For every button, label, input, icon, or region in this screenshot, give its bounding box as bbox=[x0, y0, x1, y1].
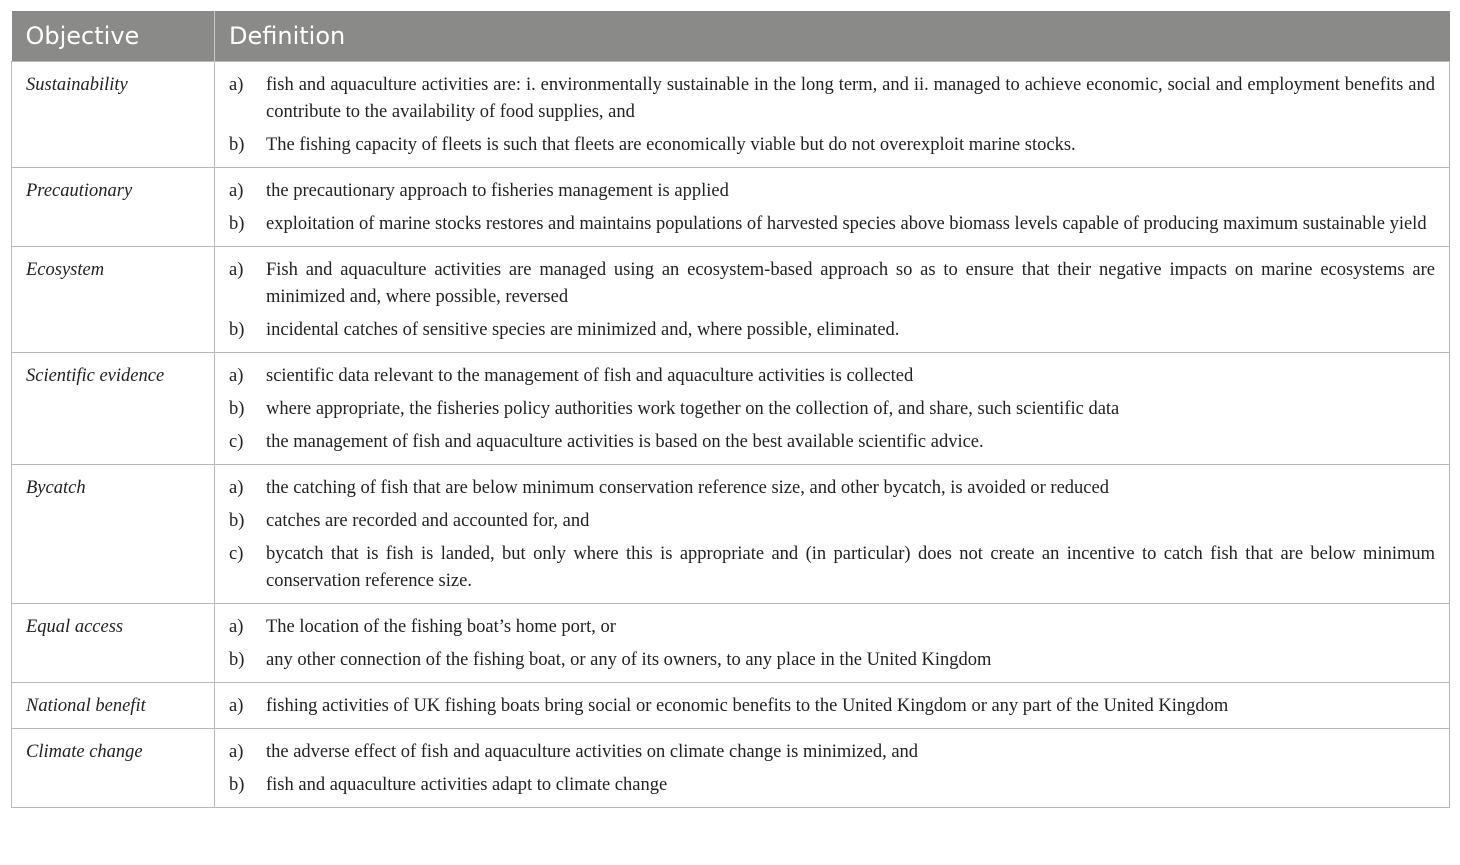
definition-cell bbox=[215, 604, 1450, 683]
item-label: a) bbox=[229, 260, 244, 280]
item-label: a) bbox=[229, 75, 244, 95]
item-label: b) bbox=[229, 320, 245, 340]
item-label: a) bbox=[229, 366, 244, 386]
item-text: any other connection of the fishing boat, or any of its owners, to any place in the United Kingdom bbox=[266, 650, 992, 670]
item-label: b) bbox=[229, 650, 245, 670]
table-row bbox=[12, 683, 1450, 729]
item-text: scientific data relevant to the management of fish and aquaculture activities is collected bbox=[266, 366, 914, 386]
item-text: the management of fish and aquaculture activities is based on the best available scientific advice. bbox=[266, 432, 984, 452]
header-row bbox=[12, 11, 1450, 62]
definition-item bbox=[229, 541, 1435, 595]
definition-item bbox=[229, 396, 1435, 423]
objective-cell: National benefit bbox=[12, 683, 215, 729]
item-label: b) bbox=[229, 511, 245, 531]
item-label: c) bbox=[229, 544, 244, 564]
definition-item bbox=[229, 132, 1435, 159]
definition-item bbox=[229, 72, 1435, 126]
objective-cell: Equal access bbox=[12, 604, 215, 683]
table-row bbox=[12, 168, 1450, 247]
header-objective: Objective bbox=[12, 11, 215, 62]
table-header bbox=[12, 11, 1450, 62]
definition-cell bbox=[215, 465, 1450, 604]
item-label: b) bbox=[229, 399, 245, 419]
objective-cell: Bycatch bbox=[12, 465, 215, 604]
table-row bbox=[12, 729, 1450, 808]
table-body bbox=[12, 62, 1450, 808]
objective-cell: Precautionary bbox=[12, 168, 215, 247]
item-text: fish and aquaculture activities adapt to climate change bbox=[266, 775, 668, 795]
definition-item bbox=[229, 508, 1435, 535]
definition-cell bbox=[215, 62, 1450, 168]
item-text: where appropriate, the fisheries policy authorities work together on the collection of, and share, such scientific data bbox=[266, 399, 1120, 419]
item-text: The fishing capacity of fleets is such that fleets are economically viable but do not overexploit marine stocks. bbox=[266, 135, 1076, 155]
definition-cell bbox=[215, 247, 1450, 353]
definition-item bbox=[229, 257, 1435, 311]
item-label: b) bbox=[229, 214, 245, 234]
item-text: exploitation of marine stocks restores and maintains populations of harvested species above biomass levels capable of producing maximum sustainable yield bbox=[266, 214, 1427, 234]
item-text: the catching of fish that are below minimum conservation reference size, and other bycatch, is avoided or reduced bbox=[266, 478, 1109, 498]
table-row bbox=[12, 353, 1450, 465]
definition-item bbox=[229, 429, 1435, 456]
item-label: a) bbox=[229, 478, 244, 498]
objective-cell: Scientific evidence bbox=[12, 353, 215, 465]
item-text: incidental catches of sensitive species are minimized and, where possible, eliminated. bbox=[266, 320, 900, 340]
objective-cell: Sustainability bbox=[12, 62, 215, 168]
definition-item bbox=[229, 739, 1435, 766]
definition-item bbox=[229, 475, 1435, 502]
table-row bbox=[12, 247, 1450, 353]
objective-cell: Climate change bbox=[12, 729, 215, 808]
definition-cell bbox=[215, 168, 1450, 247]
definition-item bbox=[229, 614, 1435, 641]
item-text: The location of the fishing boat’s home port, or bbox=[266, 617, 616, 637]
item-text: the adverse effect of fish and aquaculture activities on climate change is minimized, and bbox=[266, 742, 919, 762]
item-label: b) bbox=[229, 135, 245, 155]
definition-item bbox=[229, 178, 1435, 205]
table-row bbox=[12, 62, 1450, 168]
objective-cell: Ecosystem bbox=[12, 247, 215, 353]
definition-item bbox=[229, 211, 1435, 238]
definition-cell bbox=[215, 729, 1450, 808]
definition-cell bbox=[215, 683, 1450, 729]
definition-item bbox=[229, 317, 1435, 344]
item-text: fish and aquaculture activities are: i. environmentally sustainable in the long term, and ii. managed to achieve economic, social and employment benefits and contribute to the availability of food supplies, and bbox=[266, 75, 1435, 122]
objectives-table-container bbox=[11, 11, 1449, 808]
table-row bbox=[12, 465, 1450, 604]
item-label: a) bbox=[229, 742, 244, 762]
definition-item bbox=[229, 772, 1435, 799]
item-label: b) bbox=[229, 775, 245, 795]
definition-item bbox=[229, 647, 1435, 674]
item-label: a) bbox=[229, 696, 244, 716]
item-text: bycatch that is fish is landed, but only where this is appropriate and (in particular) does not create an incentive to catch fish that are below minimum conservation reference size. bbox=[266, 544, 1435, 591]
item-label: c) bbox=[229, 432, 244, 452]
item-label: a) bbox=[229, 181, 244, 201]
definition-cell bbox=[215, 353, 1450, 465]
item-text: catches are recorded and accounted for, and bbox=[266, 511, 590, 531]
item-text: fishing activities of UK fishing boats bring social or economic benefits to the United Kingdom or any part of the United Kingdom bbox=[266, 696, 1229, 716]
definition-item bbox=[229, 693, 1435, 720]
objectives-table bbox=[11, 11, 1450, 808]
item-label: a) bbox=[229, 617, 244, 637]
item-text: the precautionary approach to fisheries management is applied bbox=[266, 181, 729, 201]
item-text: Fish and aquaculture activities are managed using an ecosystem-based approach so as to ensure that their negative impacts on marine ecosystems are minimized and, where possible, reversed bbox=[266, 260, 1435, 307]
definition-item bbox=[229, 363, 1435, 390]
table-row bbox=[12, 604, 1450, 683]
header-definition: Definition bbox=[215, 11, 1450, 62]
